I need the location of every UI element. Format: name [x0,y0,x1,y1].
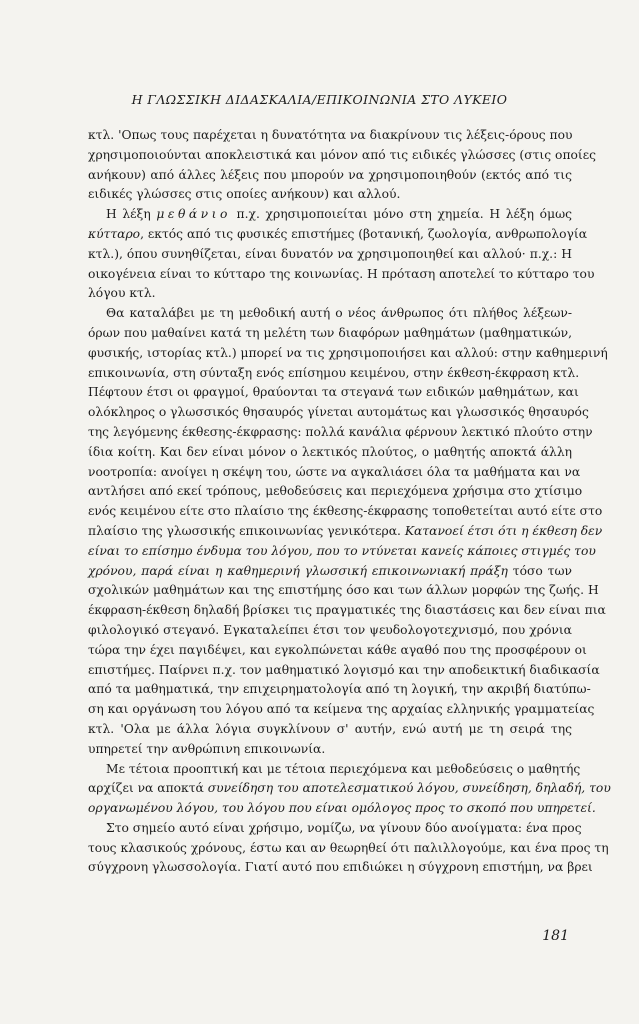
text-line [88,522,603,542]
body-text [88,126,611,878]
text-segment: λόγου κτλ. [88,286,156,301]
text-segment: κτλ. 'Ολα με άλλα λόγια συγκλίνουν σ' αυτήν, ενώ αυτή με τη σειρά της [88,721,572,736]
text-line [88,601,606,621]
running-head: Η ΓΛΩΣΣΙΚΗ ΔΙΔΑΣΚΑΛΙΑ/ΕΠΙΚΟΙΝΩΝΙΑ ΣΤΟ ΛΥΚΕΙΟ [131,92,508,107]
text-segment: χρησιμοποιούνται αποκλειστικά και μόνον από τις ειδικές γλώσσες (στις οποίες [88,147,597,162]
text-line [88,680,591,700]
text-segment: κτλ.), όπου συνηθίζεται, είναι δυνατόν να χρησιμοποιηθεί και αλλού· π.χ.: Η [88,246,572,261]
text-line [88,740,572,760]
text-segment: τους κλασικούς χρόνους, έστω και αν θεωρηθεί ότι παλιλλογούμε, και ένα προς τη [88,840,609,855]
text-line [88,839,609,859]
text-segment: Στο σημείο αυτό είναι χρήσιμο, νομίζω, να γίνουν δύο ανοίγματα: ένα προς [106,820,582,835]
text-segment: σχολικών μαθημάτων και της επιστήμης όσο και των άλλων μορφών της ζωής. Η [88,583,599,598]
text-segment: όρων που μαθαίνει κατά τη μελέτη των διαφόρων μαθημάτων (μαθηματικών, [88,325,572,340]
text-line [88,799,596,819]
text-segment: οργανωμένου λόγου, του λόγου που είναι ομόλογος προς το σκοπό που υπηρετεί. [88,801,596,816]
text-line [88,265,595,285]
text-line [88,581,599,601]
text-line [88,344,608,364]
text-segment: ολόκληρος ο γλωσσικός θησαυρός γίνεται αυτομάτως και γλωσσικός θησαυρός [88,405,589,420]
text-line [88,205,572,225]
text-segment: οικογένεια είναι το κύτταρο της κοινωνίας. Η πρόταση αποτελεί το κύτταρο του [88,266,595,281]
text-segment: επικοινωνία, στη σύνταξη ενός επίσημου κειμένου, στην έκθεση-έκφραση κτλ. [88,365,580,380]
text-segment: από τα μαθηματικά, την επιχειρηματολογία από τη λογική, την ακριβή διατύπω- [88,682,591,697]
text-line [88,383,579,403]
text-line [88,364,580,384]
text-segment: φυσικής, ιστορίας κτλ.) μπορεί να τις χρησιμοποιήσει και αλλού: στην καθημερινή [88,345,608,360]
text-line [88,403,589,423]
text-segment: ίδια κοίτη. Και δεν είναι μόνον ο λεκτικός πλούτος, ο μαθητής αποκτά άλλη [88,444,572,459]
text-line [88,720,572,740]
text-segment: τώρα την έχει παγιδέψει, και εγκολπώνεται κάθε αγαθό που της προσφέρουν οι [88,642,587,657]
text-line [88,779,611,799]
text-segment: , εκτός από τις φυσικές επιστήμες (βοτανική, ζωολογία, ανθρωπολογία [140,226,588,241]
text-line [88,819,582,839]
text-segment: ειδικές γλώσσες στις οποίες ανήκουν) και αλλού. [88,187,401,202]
text-segment: κύτταρο [88,226,141,241]
text-segment: αντλήσει από εκεί τρόπους, μεθοδεύσεις και περιεχόμενα χρήσιμα στο χτίσιμο [88,484,583,499]
text-segment: πλαίσιο της γλωσσικής επικοινωνίας γενικότερα. [88,523,405,538]
text-segment: π.χ. χρησιμοποιείται μόνο στη χημεία. Η λέξη όμως [230,207,572,222]
text-segment: ση και οργάνωση του λόγου από τα κείμενα της αρχαίας ελληνικής γραμματείας [88,702,595,717]
text-line [88,304,572,324]
text-line [88,661,600,681]
text-segment: υπηρετεί την ανθρώπινη επικοινωνία. [88,741,326,756]
text-segment: κτλ. 'Οπως τους παρέχεται η δυνατότητα να διακρίνουν τις λέξεις-όρους που [88,128,573,142]
text-segment: έκφραση-έκθεση δηλαδή βρίσκει τις πραγματικές της διαστάσεις και δεν είναι πια [88,603,606,618]
page-number: 181 [542,928,569,944]
text-line [88,245,572,265]
text-segment: Με τέτοια προοπτική και με τέτοια περιεχόμενα και μεθοδεύσεις ο μαθητής [106,761,581,776]
text-segment: επιστήμες. Παίρνει π.χ. τον μαθηματικό λογισμό και την αποδεικτική διαδικασία [88,662,600,677]
text-segment: μεθάνιο [156,207,231,222]
text-line [88,542,596,562]
text-line [88,621,572,641]
text-line [88,225,588,245]
text-segment: χρόνου, παρά είναι η καθημερινή γλωσσική επικοινωνιακή πράξη [88,563,508,578]
text-line [88,502,603,522]
text-line [88,284,572,304]
text-segment: Θα καταλάβει με τη μεθοδική αυτή ο νέος άνθρωπος ότι πλήθος λέξεων- [106,306,572,321]
text-line [88,562,572,582]
text-segment: ενός κειμένου είτε στο πλαίσιο της έκθεσης-έκφρασης τοποθετείται αυτό είτε στο [88,504,603,519]
text-line [88,443,572,463]
text-segment: Πέφτουν έτσι οι φραγμοί, θραύονται τα στεγανά των ειδικών μαθημάτων, και [88,385,579,400]
text-segment: είναι το επίσημο ένδυμα του λόγου, που το ντύνεται κανείς κάποιες στιγμές του [88,543,596,558]
text-line [88,166,572,186]
text-line [88,482,583,502]
text-line [88,641,587,661]
text-segment: νοοτροπία: ανοίγει η σκέψη του, ώστε να αγκαλιάσει όλα τα μαθήματα και να [88,464,581,479]
text-line [88,185,572,205]
text-line [88,324,572,344]
text-line [88,760,581,780]
text-segment: της λεγόμενης έκθεσης-έκφρασης: πολλά κανάλια φέρνουν λεκτικό πλούτο στην [88,424,593,439]
text-segment: Η λέξη [106,207,157,222]
text-line [88,126,572,146]
text-line [88,423,593,443]
text-line [88,146,597,166]
text-segment: ανήκουν) από άλλες λέξεις που μπορούν να χρησιμοποιηθούν (εκτός από τις [88,167,572,182]
text-segment: φιλολογικό στεγανό. Εγκαταλείπει έτσι τον ψευδολογοτεχνισμό, που χρόνια [88,622,572,637]
text-segment: σύγχρονη γλωσσολογία. Γιατί αυτό που επιδιώκει η σύγχρονη επιστήμη, να βρει [88,860,593,875]
text-segment: αρχίζει να αποκτά [88,781,208,796]
text-line [88,463,581,483]
text-line [88,858,593,878]
text-segment: συνείδηση του αποτελεσματικού λόγου, συνείδηση, δηλαδή, του [207,781,611,796]
text-line [88,700,595,720]
text-segment: Κατανοεί έτσι ότι η έκθεση δεν [404,523,603,538]
text-segment: τόσο των [507,563,572,578]
